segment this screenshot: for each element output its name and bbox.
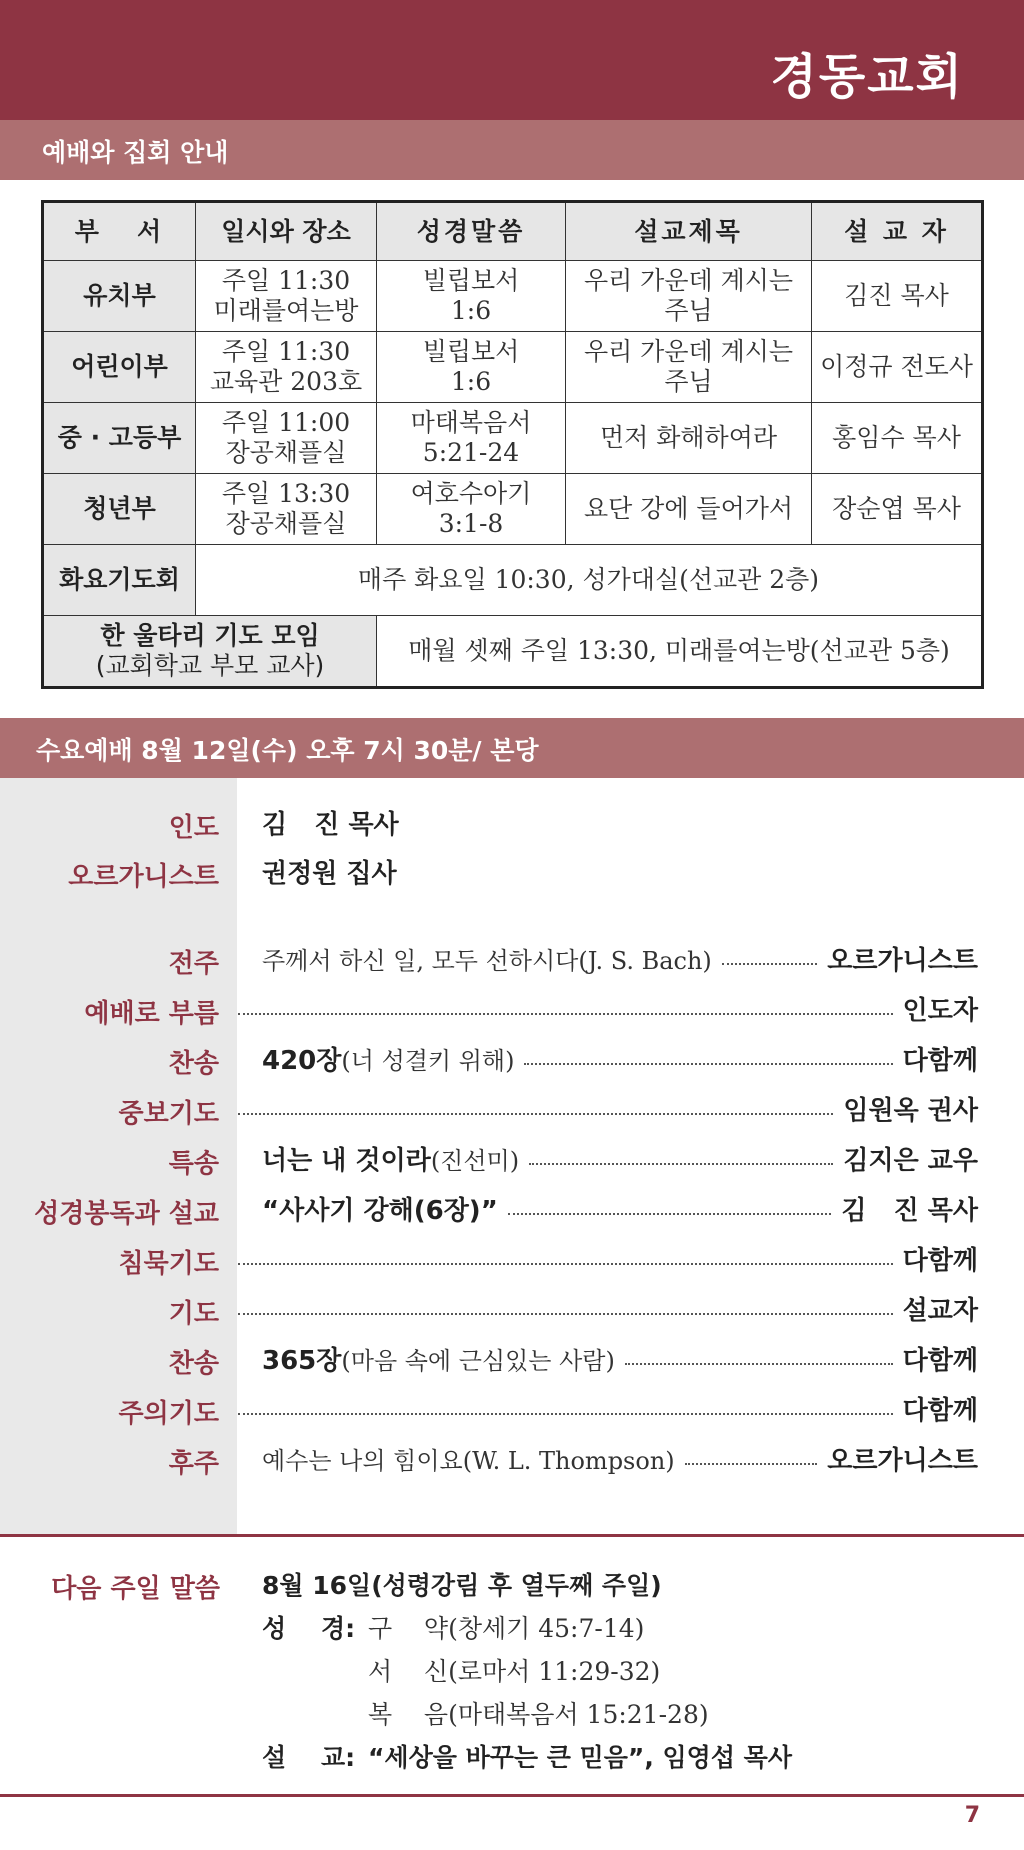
bible-cell bbox=[377, 332, 566, 403]
next-date-text: 8월 16일(성령강림 후 열두째 주일) bbox=[262, 1571, 662, 1600]
section-bar-service bbox=[0, 718, 1024, 778]
dept-line1: 한 울타리 기도 모임 bbox=[100, 621, 320, 650]
page-number: 7 bbox=[964, 1803, 980, 1828]
order-item bbox=[0, 1283, 1024, 1333]
time-text: 주일 11:00 bbox=[221, 408, 351, 437]
schedule-header-row bbox=[43, 202, 983, 261]
dot-leader bbox=[524, 1063, 892, 1065]
order-content bbox=[262, 1391, 978, 1425]
order-person: 김지은 교우 bbox=[843, 1145, 978, 1176]
order-person: 다함께 bbox=[902, 1045, 978, 1076]
next-scripture-ot bbox=[262, 1609, 644, 1645]
dot-leader bbox=[238, 1113, 833, 1115]
order-label: 기도 bbox=[168, 1299, 219, 1329]
order-person: 오르가니스트 bbox=[827, 1445, 978, 1476]
bible-book: 여호수아기 bbox=[410, 479, 532, 508]
preacher-cell: 장순엽 목사 bbox=[812, 474, 983, 545]
dot-leader bbox=[625, 1363, 893, 1365]
order-item bbox=[0, 1383, 1024, 1433]
bible-cell bbox=[377, 474, 566, 545]
table-row bbox=[43, 474, 983, 545]
order-label: 중보기도 bbox=[118, 1099, 219, 1129]
order-label: 침묵기도 bbox=[118, 1249, 219, 1279]
order-content bbox=[262, 1441, 978, 1475]
dept-cell: 어린이부 bbox=[43, 332, 196, 403]
time-text: 주일 11:30 bbox=[221, 266, 351, 295]
table-row bbox=[43, 261, 983, 332]
preacher-cell: 홍임수 목사 bbox=[812, 403, 983, 474]
time-cell bbox=[196, 474, 377, 545]
sermon-label: 설 교: bbox=[262, 1743, 356, 1772]
bible-cell bbox=[377, 261, 566, 332]
dept-cell bbox=[43, 616, 377, 688]
divider bbox=[0, 1534, 1024, 1537]
bible-book: 마태복음서 bbox=[410, 408, 532, 437]
title-cell: 먼저 화해하여라 bbox=[566, 403, 812, 474]
order-desc bbox=[262, 1040, 514, 1077]
header-preacher: 설 교 자 bbox=[812, 202, 983, 261]
order-item bbox=[0, 1333, 1024, 1383]
order-person: 오르가니스트 bbox=[827, 945, 978, 976]
order-person: 다함께 bbox=[902, 1245, 978, 1276]
dot-leader bbox=[508, 1213, 832, 1215]
order-item bbox=[0, 1083, 1024, 1133]
order-label: 찬송 bbox=[168, 1049, 219, 1079]
order-content bbox=[262, 991, 978, 1025]
order-item bbox=[0, 1183, 1024, 1233]
row-value: 김 진 목사 bbox=[262, 809, 399, 840]
sermon-text: “세상을 바꾸는 큰 믿음”, 임영섭 목사 bbox=[368, 1743, 792, 1772]
table-row bbox=[43, 545, 983, 616]
title-line2: 주님 bbox=[664, 296, 713, 325]
bible-cell bbox=[377, 403, 566, 474]
next-scripture-gospel bbox=[368, 1695, 709, 1731]
dept-cell: 청년부 bbox=[43, 474, 196, 545]
dot-leader bbox=[529, 1163, 833, 1165]
header-banner bbox=[0, 0, 1024, 120]
bible-verse: 5:21-24 bbox=[422, 438, 520, 467]
title-cell bbox=[566, 261, 812, 332]
time-cell bbox=[196, 261, 377, 332]
order-item bbox=[0, 983, 1024, 1033]
leader-row bbox=[0, 846, 1024, 896]
ep-label: 서 신 bbox=[368, 1657, 449, 1686]
order-desc-text: (마음 속에 근심있는 사람) bbox=[341, 1346, 615, 1375]
title-line1: 우리 가운데 계시는 bbox=[583, 337, 794, 366]
dept-cell: 유치부 bbox=[43, 261, 196, 332]
bible-verse: 1:6 bbox=[450, 296, 492, 325]
dot-leader bbox=[238, 1413, 893, 1415]
dept-cell: 화요기도회 bbox=[43, 545, 196, 616]
order-content bbox=[262, 1091, 978, 1125]
order-desc bbox=[262, 1190, 498, 1227]
order-label: 성경봉독과 설교 bbox=[34, 1199, 219, 1229]
info-cell: 매주 화요일 10:30, 성가대실(선교관 2층) bbox=[196, 545, 983, 616]
bible-verse: 1:6 bbox=[450, 367, 492, 396]
next-week-date bbox=[262, 1566, 662, 1602]
ot-reference: (창세기 45:7-14) bbox=[448, 1614, 645, 1643]
dept-line2: (교회학교 부모 교사) bbox=[95, 651, 325, 680]
order-person: 설교자 bbox=[902, 1295, 978, 1326]
order-person: 다함께 bbox=[902, 1395, 978, 1426]
row-label: 오르가니스트 bbox=[68, 862, 219, 892]
order-person: 인도자 bbox=[902, 995, 978, 1026]
gospel-label: 복 음 bbox=[368, 1700, 449, 1729]
order-desc bbox=[262, 1140, 519, 1177]
title-line1: 우리 가운데 계시는 bbox=[583, 266, 794, 295]
table-row bbox=[43, 616, 983, 688]
order-label: 특송 bbox=[168, 1149, 219, 1179]
order-bold: 너는 내 것이라 bbox=[262, 1145, 431, 1176]
header-time: 일시와 장소 bbox=[196, 202, 377, 261]
time-cell bbox=[196, 403, 377, 474]
dot-leader bbox=[722, 963, 818, 965]
order-bold: 365장 bbox=[262, 1345, 342, 1376]
order-item bbox=[0, 1133, 1024, 1183]
preacher-cell: 김진 목사 bbox=[812, 261, 983, 332]
dot-leader bbox=[238, 1013, 893, 1015]
order-desc bbox=[262, 941, 712, 976]
header-title: 설교제목 bbox=[566, 202, 812, 261]
order-content bbox=[262, 941, 978, 975]
section-title-schedule: 예배와 집회 안내 bbox=[42, 138, 229, 167]
table-row bbox=[43, 403, 983, 474]
order-item bbox=[0, 933, 1024, 983]
order-content bbox=[262, 1141, 978, 1175]
order-desc bbox=[262, 1340, 615, 1377]
dot-leader bbox=[685, 1463, 818, 1465]
leader-row bbox=[0, 797, 1024, 847]
divider bbox=[0, 1794, 1024, 1797]
place-text: 교육관 203호 bbox=[209, 367, 363, 396]
order-desc-text: 주께서 하신 일, 모두 선하시다(J. S. Bach) bbox=[262, 946, 712, 975]
info-cell: 매월 셋째 주일 13:30, 미래를여는방(선교관 5층) bbox=[377, 616, 983, 688]
order-content bbox=[262, 1341, 978, 1375]
header-bible: 성경말씀 bbox=[377, 202, 566, 261]
order-bold: “사사기 강해(6장)” bbox=[262, 1195, 498, 1226]
dept-cell: 중 · 고등부 bbox=[43, 403, 196, 474]
row-label: 인도 bbox=[168, 813, 219, 843]
place-text: 장공채플실 bbox=[225, 438, 347, 467]
next-week-label: 다음 주일 말씀 bbox=[51, 1574, 220, 1604]
preacher-cell: 이정규 전도사 bbox=[812, 332, 983, 403]
church-name: 경동교회 bbox=[770, 49, 964, 105]
order-person: 임원옥 권사 bbox=[843, 1095, 978, 1126]
section-title-service: 수요예배 8월 12일(수) 오후 7시 30분/ 본당 bbox=[36, 736, 539, 765]
section-bar-schedule bbox=[0, 120, 1024, 180]
gospel-reference: (마태복음서 15:21-28) bbox=[448, 1700, 709, 1729]
title-cell: 요단 강에 들어가서 bbox=[566, 474, 812, 545]
order-content bbox=[262, 1041, 978, 1075]
next-scripture-ep bbox=[368, 1652, 660, 1688]
order-bold: 420장 bbox=[262, 1045, 342, 1076]
order-content bbox=[262, 1291, 978, 1325]
order-label: 예배로 부름 bbox=[84, 999, 219, 1029]
order-desc-text: (진선미) bbox=[430, 1146, 520, 1175]
table-row bbox=[43, 332, 983, 403]
time-text: 주일 11:30 bbox=[221, 337, 351, 366]
next-sermon bbox=[262, 1738, 792, 1774]
order-label: 주의기도 bbox=[118, 1399, 219, 1429]
order-label: 후주 bbox=[168, 1449, 219, 1479]
place-text: 장공채플실 bbox=[225, 509, 347, 538]
order-person: 다함께 bbox=[902, 1345, 978, 1376]
dot-leader bbox=[238, 1263, 893, 1265]
ot-label: 구 약 bbox=[368, 1614, 449, 1643]
time-text: 주일 13:30 bbox=[221, 479, 351, 508]
bible-book: 빌립보서 bbox=[422, 266, 520, 295]
ep-reference: (로마서 11:29-32) bbox=[448, 1657, 661, 1686]
header-dept: 부 서 bbox=[43, 202, 196, 261]
title-line2: 주님 bbox=[664, 367, 713, 396]
schedule-table bbox=[41, 200, 984, 689]
dot-leader bbox=[238, 1313, 893, 1315]
order-item bbox=[0, 1233, 1024, 1283]
scripture-label: 성 경: bbox=[262, 1614, 356, 1643]
order-label: 전주 bbox=[168, 949, 219, 979]
title-cell bbox=[566, 332, 812, 403]
bible-verse: 3:1-8 bbox=[438, 509, 504, 538]
order-item bbox=[0, 1033, 1024, 1083]
order-person: 김 진 목사 bbox=[841, 1195, 978, 1226]
order-desc bbox=[262, 1441, 675, 1476]
row-value: 권정원 집사 bbox=[262, 858, 397, 889]
order-content bbox=[262, 1191, 978, 1225]
order-label: 찬송 bbox=[168, 1349, 219, 1379]
order-item bbox=[0, 1433, 1024, 1483]
order-content bbox=[262, 1241, 978, 1275]
order-desc-text: (너 성결키 위해) bbox=[341, 1046, 515, 1075]
time-cell bbox=[196, 332, 377, 403]
bible-book: 빌립보서 bbox=[422, 337, 520, 366]
order-desc-text: 예수는 나의 힘이요(W. L. Thompson) bbox=[262, 1446, 675, 1475]
place-text: 미래를여는방 bbox=[213, 296, 359, 325]
